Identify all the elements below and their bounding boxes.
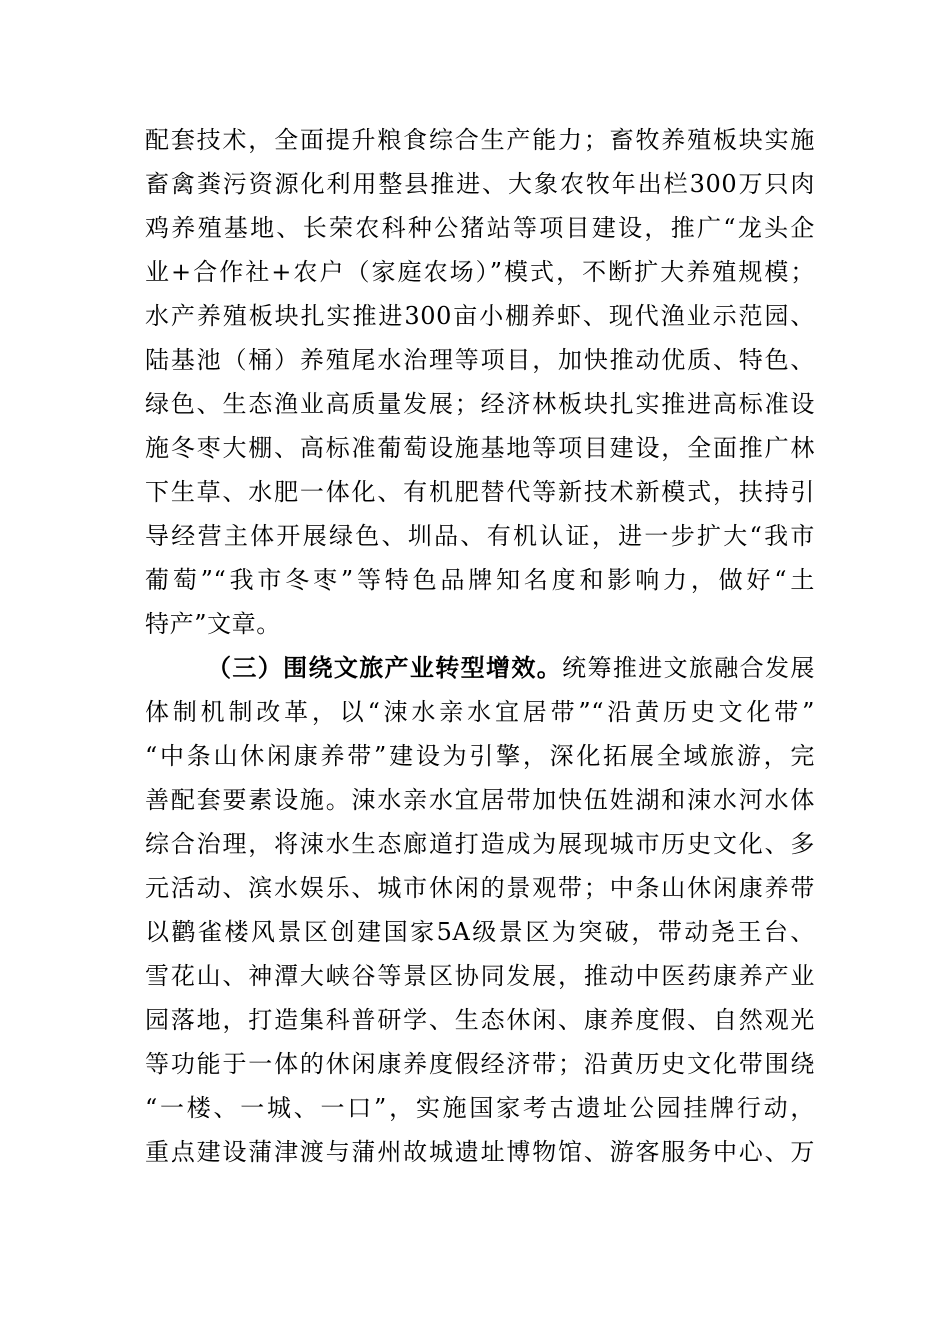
paragraph-line: 园落地，打造集科普研学、生态休闲、康养度假、自然观光	[145, 1006, 815, 1034]
paragraph-line: 鸡养殖基地、长荣农科种公猪站等项目建设，推广“龙头企	[145, 214, 815, 242]
paragraph-line: 体制机制改革，以“涑水亲水宜居带”“沿黄历史文化带”	[145, 698, 815, 726]
paragraph-line: 善配套要素设施。涑水亲水宜居带加快伍姓湖和涑水河水体	[145, 786, 815, 814]
paragraph-line: 水产养殖板块扎实推进300亩小棚养虾、现代渔业示范园、	[145, 302, 815, 330]
paragraph-line: 陆基池（桶）养殖尾水治理等项目，加快推动优质、特色、	[145, 346, 815, 374]
paragraph-line: 下生草、水肥一体化、有机肥替代等新技术新模式，扶持引	[145, 478, 815, 506]
paragraph-line: 配套技术，全面提升粮食综合生产能力；畜牧养殖板块实施	[145, 126, 815, 154]
paragraph-line: 等功能于一体的休闲康养度假经济带；沿黄历史文化带围绕	[145, 1050, 815, 1078]
section-heading: （三）围绕文旅产业转型增效。	[207, 653, 563, 682]
paragraph-line: “中条山休闲康养带”建设为引擎，深化拓展全域旅游，完	[145, 742, 815, 770]
paragraph-line: 业+合作社+农户（家庭农场）”模式，不断扩大养殖规模；	[145, 258, 815, 286]
paragraph-line: 绿色、生态渔业高质量发展；经济林板块扎实推进高标准设	[145, 390, 815, 418]
paragraph-line: “一楼、一城、一口”，实施国家考古遗址公园挂牌行动，	[145, 1094, 815, 1122]
paragraph-line: 重点建设蒲津渡与蒲州故城遗址博物馆、游客服务中心、万	[145, 1138, 815, 1166]
paragraph-line: 元活动、滨水娱乐、城市休闲的景观带；中条山休闲康养带	[145, 874, 815, 902]
paragraph-line: 以鹳雀楼风景区创建国家5A级景区为突破，带动尧王台、	[145, 918, 815, 946]
paragraph-line: 综合治理，将涑水生态廊道打造成为展现城市历史文化、多	[145, 830, 815, 858]
section-heading-line	[145, 646, 815, 690]
paragraph-line: 导经营主体开展绿色、圳品、有机认证，进一步扩大“我市	[145, 522, 815, 550]
section-heading-rest: 统筹推进文旅融合发展	[562, 654, 815, 682]
paragraph-line: 雪花山、神潭大峡谷等景区协同发展，推动中医药康养产业	[145, 962, 815, 990]
paragraph-line: 特产”文章。	[145, 610, 281, 638]
paragraph-line: 畜禽粪污资源化利用整县推进、大象农牧年出栏300万只肉	[145, 170, 815, 198]
body-text	[145, 118, 815, 1174]
paragraph-line: 施冬枣大棚、高标准葡萄设施基地等项目建设，全面推广林	[145, 434, 815, 462]
paragraph-line: 葡萄”“我市冬枣”等特色品牌知名度和影响力，做好“土	[145, 566, 815, 594]
